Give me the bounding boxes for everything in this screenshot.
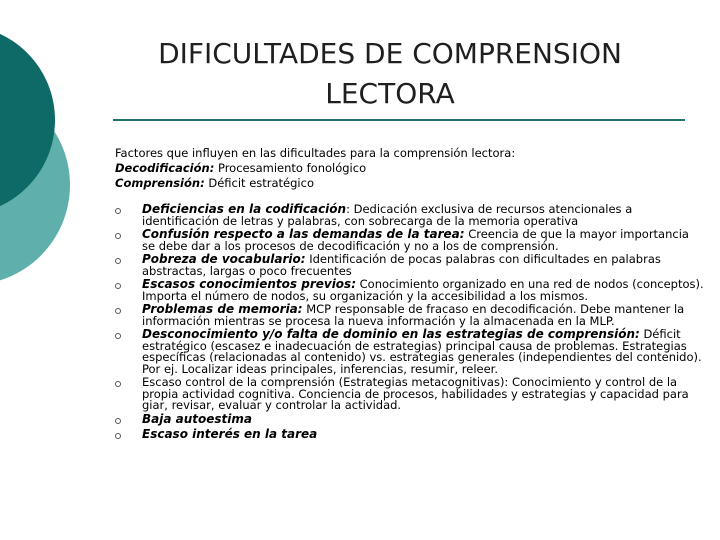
item-text: Conocimiento organizado en una red de nodos (conceptos). Importa el número de nodos, su organización y la accesibilidad a los mismos. xyxy=(142,277,704,303)
dark-teal-circle xyxy=(0,25,55,215)
intro-text: Procesamiento fonológico xyxy=(214,161,367,175)
hollow-circle-bullet-icon xyxy=(115,258,121,264)
hollow-circle-bullet-icon xyxy=(115,381,121,387)
list-item xyxy=(115,377,705,412)
hollow-circle-bullet-icon xyxy=(115,233,121,239)
hollow-circle-bullet-icon xyxy=(115,333,121,339)
hollow-circle-bullet-icon xyxy=(115,433,121,439)
decorative-circles xyxy=(0,0,100,540)
intro-label: Decodificación: xyxy=(115,161,215,175)
item-lead: Deficiencias en la codificación xyxy=(142,202,347,216)
list-item xyxy=(115,411,705,426)
item-lead: Problemas de memoria: xyxy=(142,302,303,316)
item-lead: Escaso interés en la tarea xyxy=(142,427,318,441)
hollow-circle-bullet-icon xyxy=(115,208,121,214)
item-text: Déficit estratégico (escasez e inadecuación de estrategias) principal causa de problemas. Estrategias específicas (relacionadas al contenido) vs. estrategias generales (independientes del contenido). Por ej. Localizar ideas principales, inferencias, resumir, releer. xyxy=(142,327,702,376)
hollow-circle-bullet-icon xyxy=(115,308,121,314)
list-item xyxy=(115,254,705,277)
item-text: Escaso control de la comprensión (Estrategias metacognitivas): Conocimiento y control de la propia actividad cognitiva. Conciencia de procesos, habilidades y estrategias y capacidad para giar, revisar, evaluar y controlar la actividad. xyxy=(142,375,689,412)
list-item xyxy=(115,304,705,327)
item-lead: Confusión respecto a las demandas de la tarea: xyxy=(142,227,465,241)
intro-label: Comprensión: xyxy=(115,176,205,190)
list-item xyxy=(115,429,705,441)
factors-list xyxy=(115,204,705,441)
item-lead: Baja autoestima xyxy=(142,411,252,426)
title-underline xyxy=(113,119,685,121)
list-item xyxy=(115,329,705,375)
item-text: Identificación de pocas palabras con dificultades en palabras abstractas, largas o poco frecuentes xyxy=(142,252,661,278)
item-text: MCP responsable de fracaso en decodificación. Debe mantener la información mientras se procesa la nueva información y la almacenada en la MLP. xyxy=(142,302,685,328)
list-item xyxy=(115,204,705,227)
hollow-circle-bullet-icon xyxy=(115,418,121,424)
slide-title-line-1: DIFICULTADES DE COMPRENSION xyxy=(158,37,622,70)
intro-decodificacion xyxy=(115,161,695,176)
item-text: : Dedicación exclusiva de recursos atencionales a identificación de letras y palabras, con sobrecarga de la memoria operativa xyxy=(142,202,633,228)
item-lead: Desconocimiento y/o falta de dominio en las estrategias de comprensión: xyxy=(142,327,640,341)
light-teal-circle xyxy=(0,85,70,285)
intro-line: Factores que influyen en las dificultades para la comprensión lectora: xyxy=(115,146,516,160)
item-text: Creencia de que la mayor importancia se debe dar a los procesos de decodificación y no a los de comprensión. xyxy=(142,227,689,253)
item-lead: Escasos conocimientos previos: xyxy=(142,277,356,291)
list-item xyxy=(115,229,705,252)
hollow-circle-bullet-icon xyxy=(115,283,121,289)
intro-block xyxy=(115,146,695,191)
slide-title xyxy=(120,34,660,114)
item-lead: Pobreza de vocabulario: xyxy=(142,252,306,266)
list-item xyxy=(115,279,705,302)
intro-comprension xyxy=(115,176,695,191)
intro-text: Déficit estratégico xyxy=(204,176,314,190)
slide-title-line-2: LECTORA xyxy=(325,77,455,110)
